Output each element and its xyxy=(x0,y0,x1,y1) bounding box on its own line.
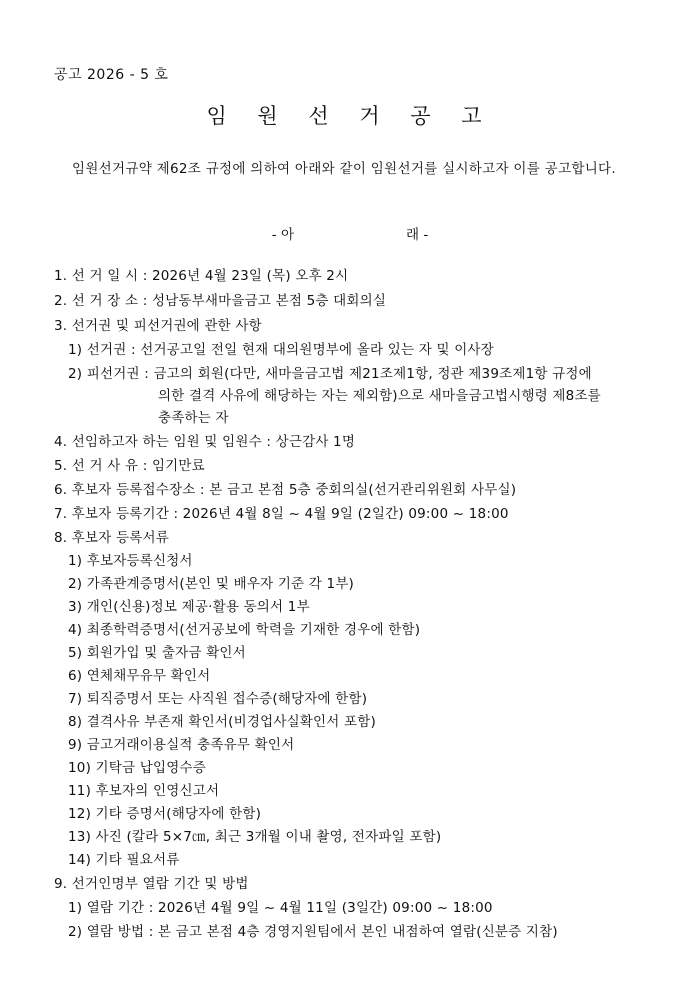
list-item: 8) 결격사유 부존재 확인서(비경업사실확인서 포함) xyxy=(68,714,376,730)
item-election-datetime: 1. 선 거 일 시 : 2026년 4월 23일 (목) 오후 2시 xyxy=(54,268,349,284)
item-voter-list-method: 2) 열람 방법 : 본 금고 본점 4층 경영지원팀에서 본인 내점하여 열람(신분증 지참) xyxy=(68,924,558,940)
list-item: 10) 기탁금 납입영수증 xyxy=(68,760,206,776)
subheading-right: 래 - xyxy=(406,227,429,243)
item-voting-rights: 3. 선거권 및 피선거권에 관한 사항 xyxy=(54,318,262,334)
list-item: 2) 가족관계증명서(본인 및 배우자 기준 각 1부) xyxy=(68,576,355,592)
item-voter-list-period: 1) 열람 기간 : 2026년 4월 9일 ~ 4월 11일 (3일간) 09:00 ~ 18:00 xyxy=(68,900,493,916)
intro-paragraph: 임원선거규약 제62조 규정에 의하여 아래와 같이 임원선거를 실시하고자 이를 공고합니다. xyxy=(72,161,616,177)
item-voter-list: 9. 선거인명부 열람 기간 및 방법 xyxy=(54,876,249,892)
notice-number: 공고 2026 - 5 호 xyxy=(54,67,169,83)
list-item: 13) 사진 (칼라 5×7㎝, 최근 3개월 이내 촬영, 전자파일 포함) xyxy=(68,829,442,845)
subheading-left: - 아 xyxy=(271,227,294,243)
item-voting-rights-sub1: 1) 선거권 : 선거공고일 전일 현재 대의원명부에 올라 있는 자 및 이사장 xyxy=(68,342,494,358)
list-item: 12) 기타 증명서(해당자에 한함) xyxy=(68,806,262,822)
list-item: 14) 기타 필요서류 xyxy=(68,852,180,868)
item-election-reason: 5. 선 거 사 유 : 임기만료 xyxy=(54,458,205,474)
list-item: 9) 금고거래이용실적 충족유무 확인서 xyxy=(68,737,295,753)
list-item: 11) 후보자의 인영신고서 xyxy=(68,783,220,799)
list-item: 6) 연체채무유무 확인서 xyxy=(68,668,211,684)
item-voting-rights-sub2-cont1: 의한 결격 사유에 해당하는 자는 제외함)으로 새마을금고법시행령 제8조를 xyxy=(158,388,601,404)
item-voting-rights-sub2: 2) 피선거권 : 금고의 회원(다만, 새마을금고법 제21조제1항, 정관 제39조제1항 규정에 xyxy=(68,366,592,382)
subheading xyxy=(0,223,700,243)
item-voting-rights-sub2-cont2: 충족하는 자 xyxy=(158,410,229,426)
item-election-place: 2. 선 거 장 소 : 성남동부새마을금고 본점 5층 대회의실 xyxy=(54,293,387,309)
list-item: 3) 개인(신용)정보 제공·활용 동의서 1부 xyxy=(68,599,310,615)
item-registration-docs: 8. 후보자 등록서류 xyxy=(54,530,169,546)
list-item: 1) 후보자등록신청서 xyxy=(68,553,193,569)
list-item: 7) 퇴직증명서 또는 사직원 접수증(해당자에 한함) xyxy=(68,691,368,707)
item-registration-place: 6. 후보자 등록접수장소 : 본 금고 본점 5층 중회의실(선거관리위원회 사무실) xyxy=(54,482,517,498)
list-item: 5) 회원가입 및 출자금 확인서 xyxy=(68,645,246,661)
item-registration-period: 7. 후보자 등록기간 : 2026년 4월 8일 ~ 4월 9일 (2일간) 09:00 ~ 18:00 xyxy=(54,506,509,522)
list-item: 4) 최종학력증명서(선거공보에 학력을 기재한 경우에 한함) xyxy=(68,622,421,638)
item-officer-count: 4. 선임하고자 하는 임원 및 임원수 : 상근감사 1명 xyxy=(54,434,356,450)
page-title: 임 원 선 거 공 고 xyxy=(206,104,494,128)
